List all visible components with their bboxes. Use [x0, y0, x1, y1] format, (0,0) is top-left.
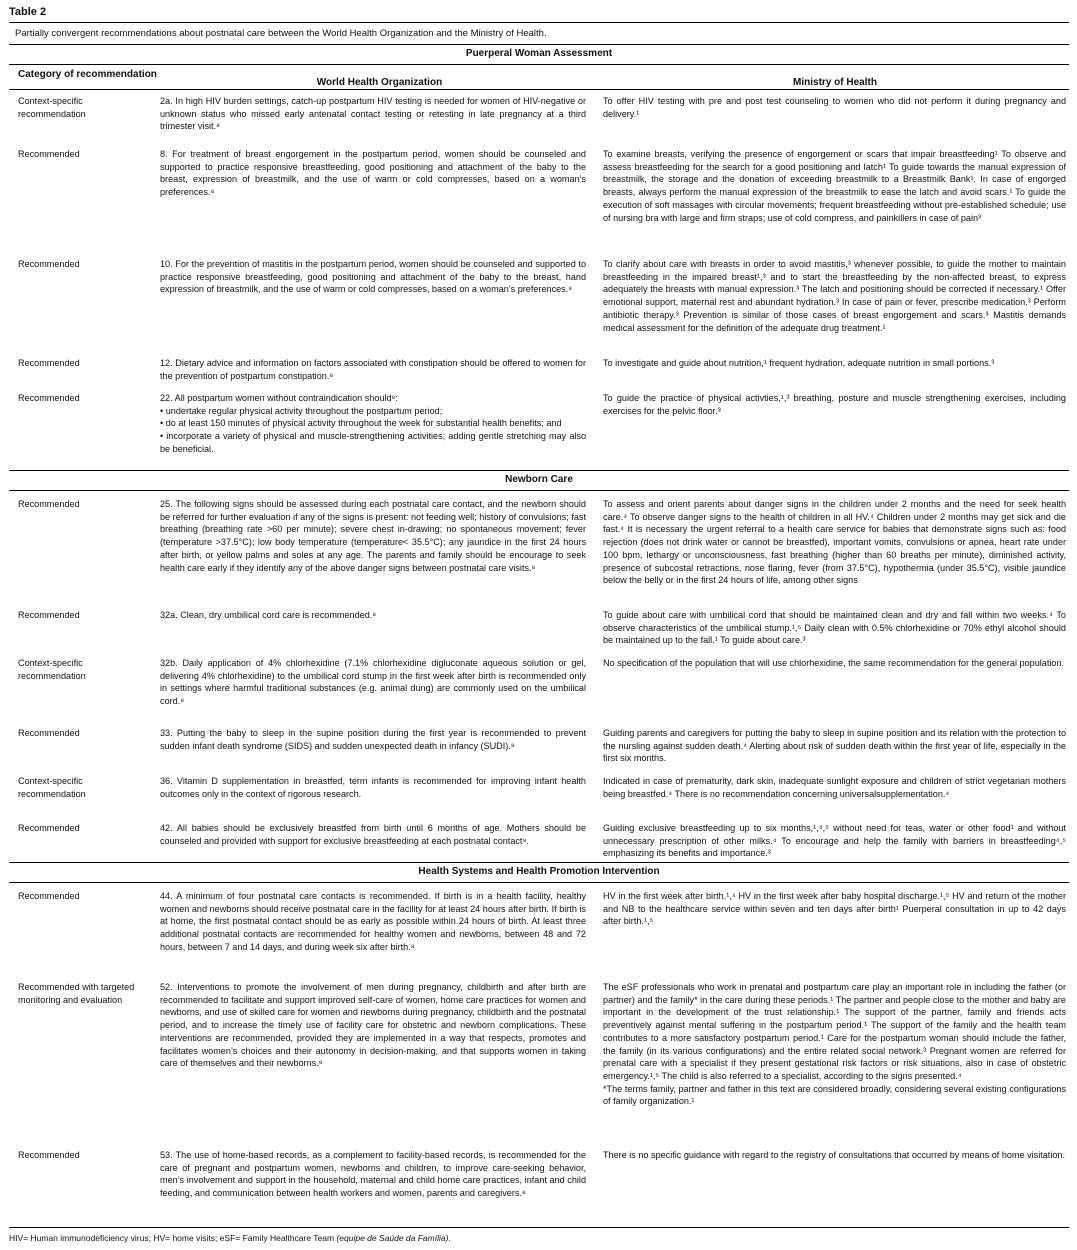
table-row — [9, 722, 1069, 770]
section-2 — [9, 862, 1069, 1215]
table-row — [9, 143, 1069, 253]
row-category: Recommended — [18, 891, 80, 901]
row-category: Recommended — [18, 1150, 80, 1160]
section-1 — [9, 470, 1069, 862]
footnote-italic: (equipe de Saúde da Família). — [336, 1233, 451, 1243]
row-category: Context-specific recommendation — [18, 96, 86, 119]
row-who: 12. Dietary advice and information on factors associated with constipation should be offered to women for the prevention of postpartum constipation.⁸ — [160, 358, 586, 381]
table-footnote — [9, 1227, 1069, 1244]
row-who: 52. Interventions to promote the involvement of men during pregnancy, childbirth and after birth are recommended to facilitate and support improved self-care of women, home care practices for women and newborns, and use of skilled care for women and newborns during pregnancy, childbirth and the postnatal period, and to increase the timely use of facility care for obstetric and newborn complications. These interventions are recommended, provided they are implemented in a way that respects, promotes and facilitates women’s choices and their autonomy in decision-making, and that supports women in taking care of themselves and their newborns.⁸ — [160, 982, 586, 1069]
table-row — [9, 90, 1069, 143]
table-label: Table 2 — [9, 6, 47, 18]
row-category: Recommended — [18, 499, 80, 509]
table-row — [9, 387, 1069, 470]
row-moh: Guiding parents and caregivers for putting the baby to sleep in supine position and its relation with the protection to the nursling against sudden death.⁴ Alerting about risk of sudden death within the first year of life, especially in the first six months. — [603, 728, 1066, 764]
row-who: 10. For the prevention of mastitis in the postpartum period, women should be counseled and supported to practice responsive breastfeeding, good positioning and attachment of the baby to the breast, hand expression of breastmilk, and the use of warm or cold compresses, based on a woman’s preferences.⁸ — [160, 259, 586, 295]
row-who: 32a. Clean, dry umbilical cord care is recommended.⁸ — [160, 610, 377, 620]
row-who: 2a. In high HIV burden settings, catch-up postpartum HIV testing is needed for women of HIV-negative or unknown status who missed early antenatal contact testing or retesting in late pregnancy at a third trimester visit.⁸ — [160, 96, 586, 132]
row-moh: Indicated in case of prematurity, dark skin, inadequate sunlight exposure and children of strict vegetarian mothers being breastfed.⁴ There is no recommendation concerning universalsupplementation.⁴ — [603, 776, 1066, 799]
section-title: Health Systems and Health Promotion Intervention — [9, 862, 1069, 883]
row-who-bullet: • do at least 150 minutes of physical activity throughout the week for substantial health benefits; and — [160, 418, 562, 429]
row-moh: To assess and orient parents about danger signs in the children under 2 months and the need for seek health care.⁴ To observe danger signs to the health of children in all HV.⁴ Children under 2 months may get sick and die fast.⁴ It is necessary the urgent referral to a health care service for babies that demonstrate signs such as: food rejection (does not drink water or cannot be breastfed), important vomits, convulsions or apnea, heart rate under 100 bpm, lethargy or unconsciousness, fast breathing (higher than 60 breaths per minute), diminished activity, presence of subcostal retractions, nose flaring, fever (from 37.5°C), hypothermia (under 35.5°C), visible jaundice below the belly or in the first 24 hours of life, among other signs — [603, 499, 1066, 586]
table-row — [9, 652, 1069, 722]
table-row — [9, 253, 1069, 352]
footnote-text: HIV= Human immunodeficiency virus; HV= home visits; eSF= Family Healthcare Team — [9, 1233, 337, 1243]
table-row — [9, 770, 1069, 817]
row-category: Recommended — [18, 610, 80, 620]
row-who: 42. All babies should be exclusively breastfed from birth until 6 months of age. Mothers should be counseled and provided with support for exclusive breastfeeding at each postnatal contact⁸. — [160, 823, 586, 846]
row-moh: HV in the first week after birth.¹,⁴ HV in the first week after baby hospital discharge.¹,⁵ HV and return of the mother and NB to the healthcare service within seven and ten days after birth¹ Puerperal consultation in up to 42 days after birth.¹,⁵ — [603, 891, 1066, 927]
table-row — [9, 1144, 1069, 1215]
row-category: Recommended — [18, 823, 80, 833]
table-row — [9, 883, 1069, 976]
row-who: 33. Putting the baby to sleep in the supine position during the first year is recommended to prevent sudden infant death syndrome (SIDS) and sudden unexpected death in infancy (SUDI).⁸ — [160, 728, 586, 751]
row-category: Context-specific recommendation — [18, 776, 86, 799]
table-row — [9, 604, 1069, 652]
row-moh-note: *The terms family, partner and father in this text are considered broadly, considering several existing configurations of family organization.¹ — [603, 1083, 1066, 1107]
row-moh: To guide the practice of physical activties,¹,³ breathing, posture and muscle strengthening exercises, including exercises for the pelvic floor.³ — [603, 393, 1066, 416]
column-header-moh: Ministry of Health — [793, 77, 877, 88]
row-moh: To examine breasts, verifying the presence of engorgement or scars that impair breastfeeding¹ To observe and assess breastfeeding for the search for a good positioning and latch¹ To guide towards the manual expression of breastmilk, the storage and the donation of exceeding breastmilk to a Breastmilk Bank¹. In case of engorged breasts, always perform the manual expression of the breastmilk to ease the latch and avoid scars.¹ To guide the execution of soft massages with circular movements; frequent breastfeeding without pre-established schedule; use of nursing bra with large and firm straps; use of cold compress, and painkillers in case of pain³ — [603, 149, 1066, 223]
row-moh: To investigate and guide about nutrition,¹ frequent hydration, adequate nutrition in small portions.³ — [603, 358, 995, 368]
section-title: Puerperal Woman Assessment — [9, 45, 1069, 65]
row-category: Context-specific recommendation — [18, 658, 86, 681]
row-moh: To offer HIV testing with pre and post test counseling to women who did not perform it during pregnancy and delivery.¹ — [603, 96, 1066, 119]
row-who — [149, 392, 592, 470]
row-category: Recommended — [18, 259, 80, 269]
column-header-who: World Health Organization — [316, 77, 443, 88]
table-row — [9, 491, 1069, 604]
row-category: Recommended — [18, 149, 80, 159]
row-who: 36. Vitamin D supplementation in breastfed, term infants is recommended for improving infant health outcomes only in the context of rigorous research. — [160, 776, 586, 799]
column-header-category: Category of recommendation — [18, 69, 157, 80]
row-moh — [592, 981, 1069, 1144]
row-who-line: 22. All postpartum women without contraindication should⁸: — [160, 393, 398, 403]
section-0 — [9, 45, 1069, 470]
row-who-bullet: • incorporate a variety of physical and muscle-strengthening activities; adding gentle stretching may also be beneficial. — [160, 431, 586, 454]
row-category: Recommended — [18, 728, 80, 738]
row-category: Recommended — [18, 358, 80, 368]
row-moh-paragraph: The eSF professionals who work in prenatal and postpartum care play an important role in including the father (or partner) and the family* in the care during these periods.¹ The partner and people close to the mother and baby are important in the development of the trust relationship.¹ The support of the partner, family and friends acts preventively against mental suffering in the postpartum period.¹ The support of the family and the health team contributes to a more satisfactory postpartum period.¹ Care for the postpartum woman should include the father, the family (in its various configurations) and the entire related social network.³ Pregnant women are referred for prenatal care with a specialist if they present gestational risk factors or risk situations, also in case of obstetric emergency.¹,⁵ The child is also referred to a specialist, according to the signs presented.⁴ — [603, 982, 1066, 1081]
section-title: Newborn Care — [9, 470, 1069, 491]
row-who: 25. The following signs should be assessed during each postnatal care contact, and the newborn should be referred for further evaluation if any of the signs is present: not feeding well; history of convulsions; fast breathing (breathing rate >60 per minute); severe chest in-drawing; no spontaneous movement; fever (temperature >37.5°C); low body temperature (temperature< 35.5°C); any jaundice in the first 24 hours after birth, or yellow palms and soles at any age. The parents and family should be encourage to seek health care early if they identify any of the above danger signs between postnatal care visits.⁸ — [160, 499, 586, 573]
row-category: Recommended — [18, 393, 80, 403]
row-who-bullet: • undertake regular physical activity throughout the postpartum period; — [160, 405, 443, 416]
row-moh: To guide about care with umbilical cord that should be maintained clean and dry and fall within two weeks.⁴ To observe characteristics of the umbilical stump.¹,⁵ Daily clean with 0.5% chlorhexidine or 70% ethyl alcohol should be maintained up to the fall.¹ To guide about care.³ — [603, 610, 1066, 646]
table-row — [9, 976, 1069, 1144]
table-caption: Partially convergent recommendations about postnatal care between the World Health Organization and the Ministry of Health. — [9, 22, 1069, 45]
row-category: Recommended with targeted monitoring and evaluation — [18, 982, 135, 1005]
row-moh: Guiding exclusive breastfeeding up to six months,¹,⁴,⁵ without need for teas, water or other food¹ and without unnecessary prescription of other milks.⁴ To encourage and help the family with barriers in breastfeeding⁴,⁵ emphasizing its benefits and importance.³ — [603, 823, 1066, 859]
row-moh: There is no specific guidance with regard to the registry of consultations that occurred by means of home visitation. — [603, 1150, 1065, 1160]
table-row — [9, 817, 1069, 862]
row-moh: To clarify about care with breasts in order to avoid mastitis,³ whenever possible, to guide the mother to maintain breastfeeding in the impaired breast¹,³ and to start the breastfeeding by the non-affected breast, to express adequately the breasts with manual expression.³ The latch and positioning should be corrected if necessary.¹ Offer emotional support, maternal rest and abundant hydration.³ In case of pain or fever, prescribe medication.³ Perform antibiotic therapy.³ Prevention is similar of those cases of breast engorgement and scars.³ Mastitis demands medical assessment for the definition of the adequate drug treatment.¹ — [603, 259, 1066, 333]
row-who: 8. For treatment of breast engorgement in the postpartum period, women should be counseled and supported to practice responsive breastfeeding, good positioning and attachment of the baby to the breast, expression of breastmilk, and the use of warm or cold compresses, based on a woman’s preferences.⁸ — [160, 149, 586, 198]
table-row — [9, 352, 1069, 387]
row-moh: No specification of the population that will use chlorhexidine, the same recommendation for the general population. — [603, 658, 1065, 668]
row-who: 44. A minimum of four postnatal care contacts is recommended. If birth is in a health facility, healthy women and newborns should receive postnatal care in the facility for at least 24 hours after birth. If birth is at home, the first postnatal contact should be as early as possible within 24 hours of birth. At least three additional postnatal contacts are recommended for healthy women and newborns, between 48 and 72 hours, between 7 and 14 days, and during week six after birth.⁸ — [160, 891, 586, 952]
row-who: 32b. Daily application of 4% chlorhexidine (7.1% chlorhexidine digluconate aqueous solution or gel, delivering 4% chlorhexidine) to the umbilical cord stump in the first week after birth is recommended only in settings where harmful traditional substances (e.g. animal dung) are commonly used on the umbilical cord.⁸ — [160, 658, 586, 707]
row-who: 53. The use of home-based records, as a complement to facility-based records, is recommended for the care of pregnant and postpartum women, newborns and children, to improve care-seeking behavior, men’s involvement and support in the household, maternal and child home care practices, infant and child feeding, and communication between health workers and women, parents and caregivers.⁸ — [160, 1150, 586, 1199]
column-header-row — [9, 65, 1069, 90]
table-document — [9, 4, 1069, 1215]
